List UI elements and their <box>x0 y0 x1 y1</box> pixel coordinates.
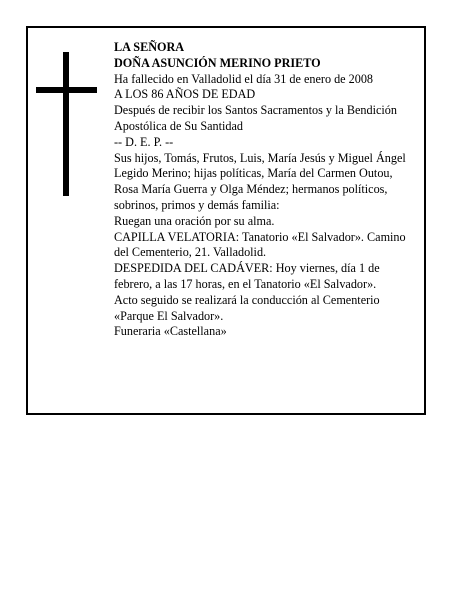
rip-line: -- D. E. P. -- <box>114 134 174 149</box>
funeral-farewell-line: DESPEDIDA DEL CADÁVER: Hoy viernes, día 1 de febrero, a las 17 horas, en el Tanatorio «El Salvador». <box>114 261 380 291</box>
deceased-name: DOÑA ASUNCIÓN MERINO PRIETO <box>114 55 321 70</box>
wake-chapel-line: CAPILLA VELATORIA: Tanatorio «El Salvador». Camino del Cementerio, 21. Valladolid. <box>114 229 406 260</box>
family-line: Sus hijos, Tomás, Frutos, Luis, María Jesús y Miguel Ángel Legido Merino; hijas políticas, María del Carmen Outou, Rosa María Guerra y Olga Méndez; hermanos políticos, sobrinos, primos y demás familia: <box>114 150 406 212</box>
obituary-text <box>114 40 418 340</box>
cross-horizontal-bar <box>36 87 97 93</box>
cemetery-procession-line: Acto seguido se realizará la conducción al Cementerio «Parque El Salvador». <box>114 292 380 323</box>
funeral-home-line: Funeraria «Castellana» <box>114 324 227 339</box>
cross-vertical-bar <box>63 52 69 196</box>
honorific-line: LA SEÑORA <box>114 40 185 54</box>
age-line: A LOS 86 AÑOS DE EDAD <box>114 87 256 102</box>
cross-icon <box>36 52 97 196</box>
prayer-request-line: Ruegan una oración por su alma. <box>114 213 275 228</box>
sacraments-line: Después de recibir los Santos Sacramentos y la Bendición Apostólica de Su Santidad <box>114 103 397 133</box>
death-place-date: Ha fallecido en Valladolid el día 31 de enero de 2008 <box>114 71 374 86</box>
